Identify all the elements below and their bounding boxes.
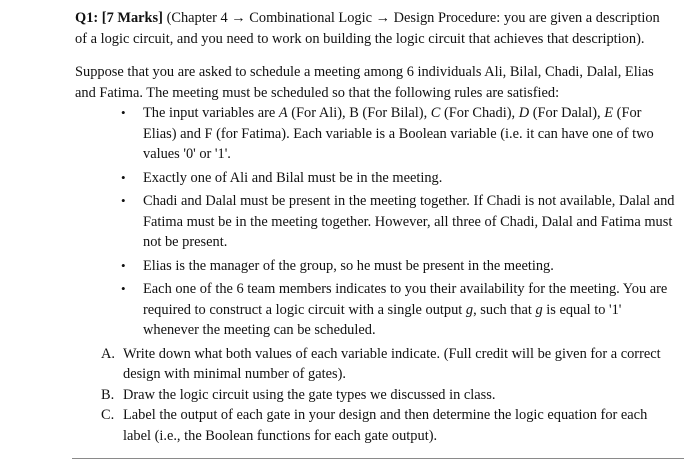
question-document: [75, 8, 675, 446]
rule-item: • Elias is the manager of the group, so he must be present in the meeting.: [75, 256, 675, 277]
task-part-text: Write down what both values of each variable indicate. (Full credit will be given for a correct design with minimal number of gates).: [123, 345, 661, 382]
bottom-divider: [72, 458, 684, 459]
rule-item: • Chadi and Dalal must be present in the meeting together. If Chadi is not available, Dalal and Fatima must be in the meeting together. However, all three of Chadi, Dalal and Fatima must not be present.: [121, 193, 675, 250]
task-part-text: Label the output of each gate in your design and then determine the logic equation for each label (i.e., the Boolean functions for each gate output).: [123, 407, 648, 444]
task-part: [75, 405, 675, 446]
task-part-letter: C.: [101, 407, 115, 423]
question-label: Q1:: [75, 10, 99, 26]
task-parts-list: [75, 344, 675, 447]
scenario-paragraph: Suppose that you are asked to schedule a meeting among 6 individuals Ali, Bilal, Chadi, Dalal, Elias and Fatima. The meeting must be scheduled so that the following rules are satisfied:: [75, 64, 654, 101]
bullet-icon: •: [121, 257, 126, 273]
rule-item: • Each one of the 6 team members indicates to you their availability for the meeting. You are required to construct a logic circuit with a single output g, such that g is equal to '1' whenever the meeting can be scheduled.: [121, 281, 668, 338]
question-intro: (Chapter 4 → Combinational Logic → Design Procedure: you are given a description of a logic circuit, and you need to work on building the logic circuit that achieves that description).: [75, 10, 660, 47]
bullet-icon: •: [121, 105, 126, 120]
question-header: [75, 8, 675, 49]
task-part: [75, 344, 675, 385]
task-part-letter: B.: [101, 386, 115, 403]
rule-item: • The input variables are A (For Ali), B (For Bilal), C (For Chadi), D (For Dalal), E (For Elias) and F (for Fatima). Each variable is a Boolean variable (i.e. it can have one of two values '0' or '1'.: [121, 105, 654, 162]
task-part: [75, 385, 675, 406]
rule-item: • Exactly one of Ali and Bilal must be in the meeting.: [75, 168, 675, 189]
bullet-icon: •: [121, 193, 126, 208]
bullet-icon: •: [121, 281, 126, 296]
question-marks: [7 Marks]: [101, 10, 163, 26]
bullet-icon: •: [121, 169, 126, 185]
task-part-letter: A.: [101, 345, 115, 362]
task-part-text: Draw the logic circuit using the gate types we discussed in class.: [123, 386, 496, 403]
rules-list: [75, 103, 675, 341]
